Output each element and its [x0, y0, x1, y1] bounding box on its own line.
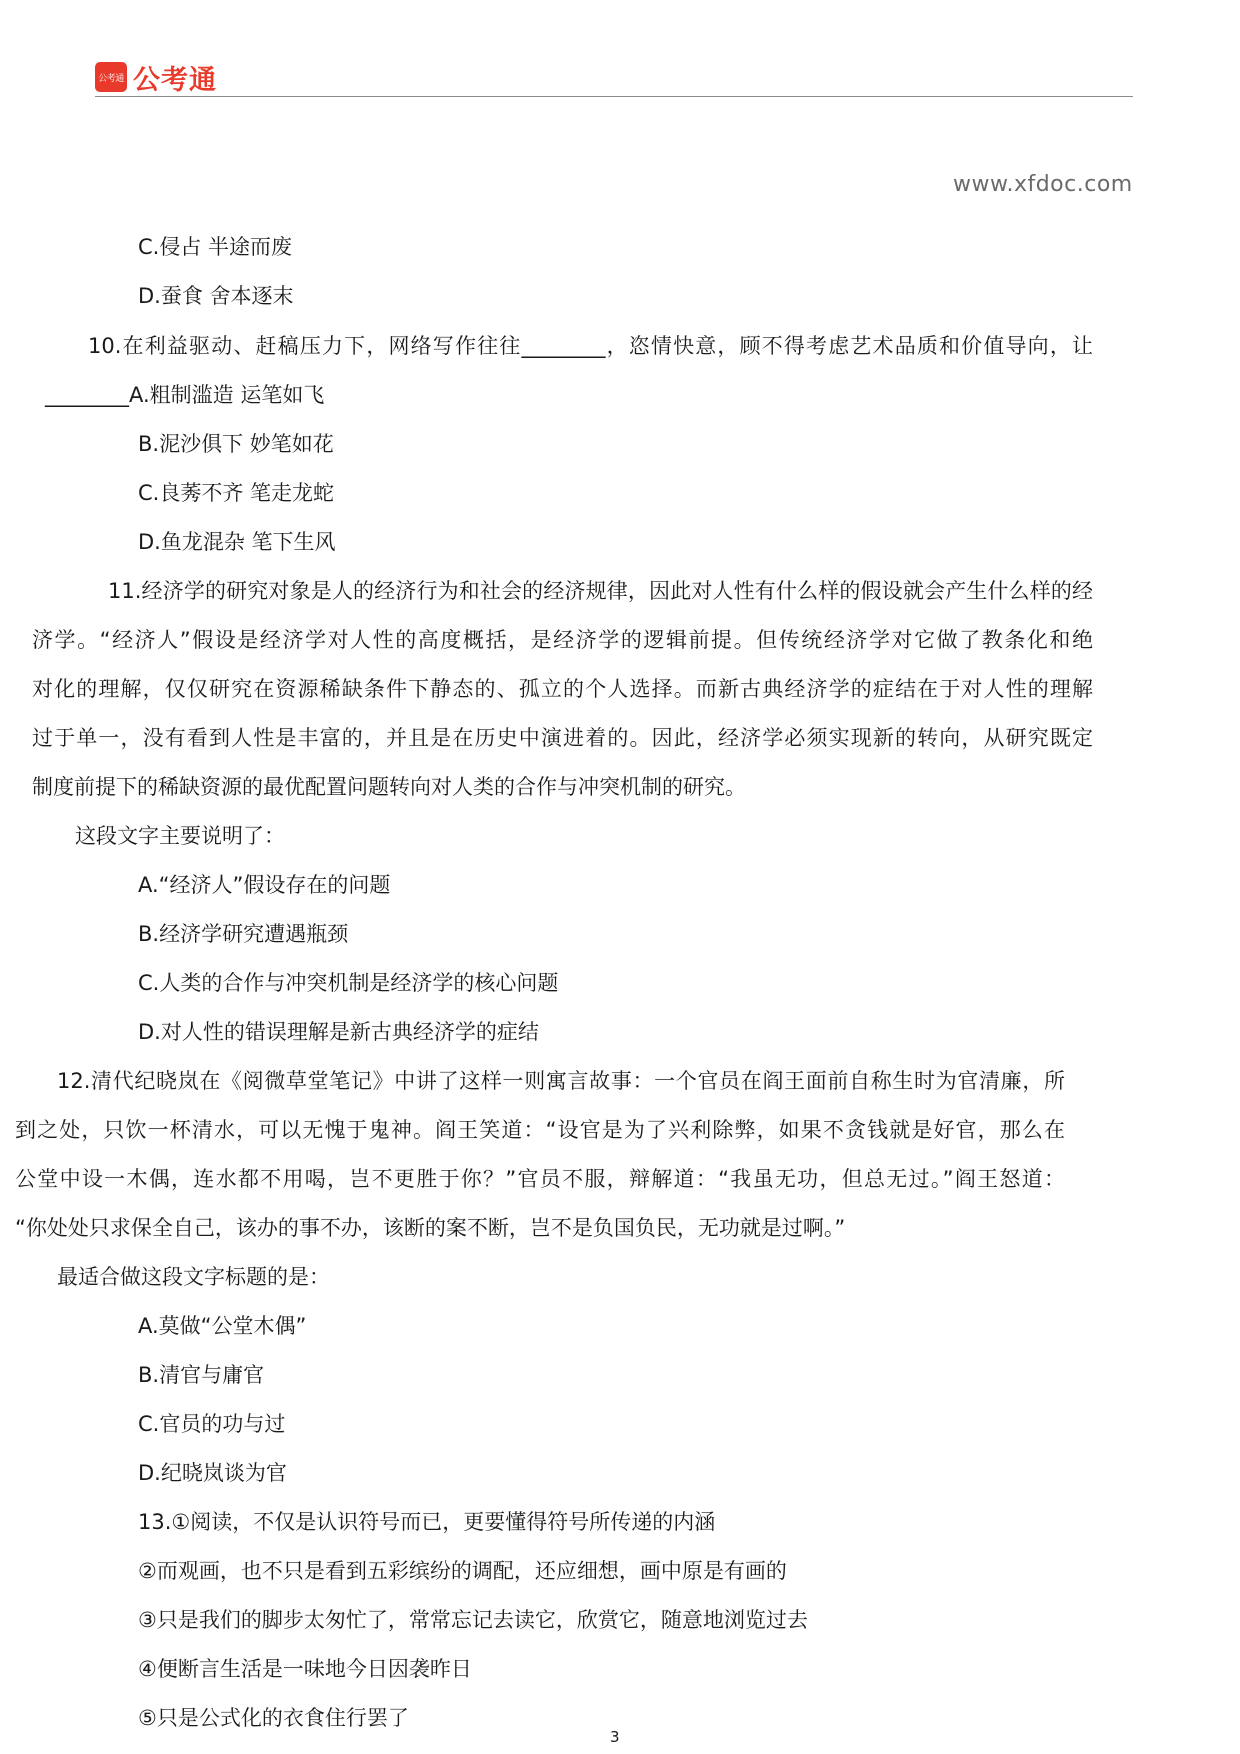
- option-d-q9: D.蚕食 舍本逐末: [138, 284, 294, 308]
- question-10-text: 10.在利益驱动、赶稿压力下，网络写作往往________，恣情快意，顾不得考虑艺术品质和价值导向，让: [88, 334, 1093, 358]
- question-13-sentence-3: ③只是我们的脚步太匆忙了，常常忘记去读它，欣赏它，随意地浏览过去: [138, 1608, 808, 1632]
- question-10-blank-option-a: ________A.粗制滥造 运笔如飞: [45, 383, 325, 407]
- question-12-line-4: “你处处只求保全自己，该办的事不办，该断的案不断，岂不是负国负民，无功就是过啊。”: [15, 1216, 846, 1240]
- option-c-q11: C.人类的合作与冲突机制是经济学的核心问题: [138, 971, 559, 995]
- logo-badge: 公考通: [95, 62, 127, 92]
- question-11-line-4: 过于单一，没有看到人性是丰富的，并且是在历史中演进着的。因此，经济学必须实现新的转向，从研究既定: [32, 726, 1093, 750]
- option-c-q9: C.侵占 半途而废: [138, 235, 293, 259]
- question-12-line-3: 公堂中设一木偶，连水都不用喝，岂不更胜于你？”官员不服，辩解道：“我虽无功，但总无过。”阎王怒道：: [15, 1167, 1065, 1191]
- option-b-q12: B.清官与庸官: [138, 1363, 265, 1387]
- question-13-sentence-5: ⑤只是公式化的衣食住行罢了: [138, 1706, 409, 1730]
- option-d-q12: D.纪晓岚谈为官: [138, 1461, 287, 1485]
- watermark-url: www.xfdoc.com: [953, 172, 1133, 197]
- question-12-line-2: 到之处，只饮一杯清水，可以无愧于鬼神。阎王笑道：“设官是为了兴利除弊，如果不贪钱就是好官，那么在: [15, 1118, 1065, 1142]
- question-12-line-1: 12.清代纪晓岚在《阅微草堂笔记》中讲了这样一则寓言故事：一个官员在阎王面前自称生时为官清廉，所: [57, 1069, 1065, 1093]
- option-a-q11: A.“经济人”假设存在的问题: [138, 873, 391, 897]
- brand-logo: [95, 62, 217, 96]
- header-divider: [95, 96, 1133, 97]
- question-11-line-3: 对化的理解，仅仅研究在资源稀缺条件下静态的、孤立的个人选择。而新古典经济学的症结在于对人性的理解: [32, 677, 1093, 701]
- page-number: 3: [610, 1728, 620, 1746]
- option-a-q12: A.莫做“公堂木偶”: [138, 1314, 307, 1338]
- question-13-sentence-4: ④便断言生活是一味地今日因袭昨日: [138, 1657, 472, 1681]
- logo-text: 公考通: [133, 64, 217, 96]
- question-11-line-2: 济学。“经济人”假设是经济学对人性的高度概括，是经济学的逻辑前提。但传统经济学对它做了教条化和绝: [32, 628, 1093, 652]
- question-13-sentence-1: 13.①阅读，不仅是认识符号而已，更要懂得符号所传递的内涵: [138, 1510, 716, 1534]
- question-11-line-5: 制度前提下的稀缺资源的最优配置问题转向对人类的合作与冲突机制的研究。: [32, 775, 746, 799]
- option-c-q10: C.良莠不齐 笔走龙蛇: [138, 481, 335, 505]
- option-d-q10: D.鱼龙混杂 笔下生风: [138, 530, 336, 554]
- option-b-q10: B.泥沙俱下 妙笔如花: [138, 432, 334, 456]
- question-12-prompt: 最适合做这段文字标题的是：: [57, 1265, 330, 1289]
- question-13-sentence-2: ②而观画，也不只是看到五彩缤纷的调配，还应细想，画中原是有画的: [138, 1559, 787, 1583]
- option-c-q12: C.官员的功与过: [138, 1412, 286, 1436]
- option-b-q11: B.经济学研究遭遇瓶颈: [138, 922, 349, 946]
- question-11-line-1: 11.经济学的研究对象是人的经济行为和社会的经济规律，因此对人性有什么样的假设就会产生什么样的经: [108, 579, 1093, 603]
- option-d-q11: D.对人性的错误理解是新古典经济学的症结: [138, 1020, 539, 1044]
- question-11-prompt: 这段文字主要说明了：: [75, 824, 285, 848]
